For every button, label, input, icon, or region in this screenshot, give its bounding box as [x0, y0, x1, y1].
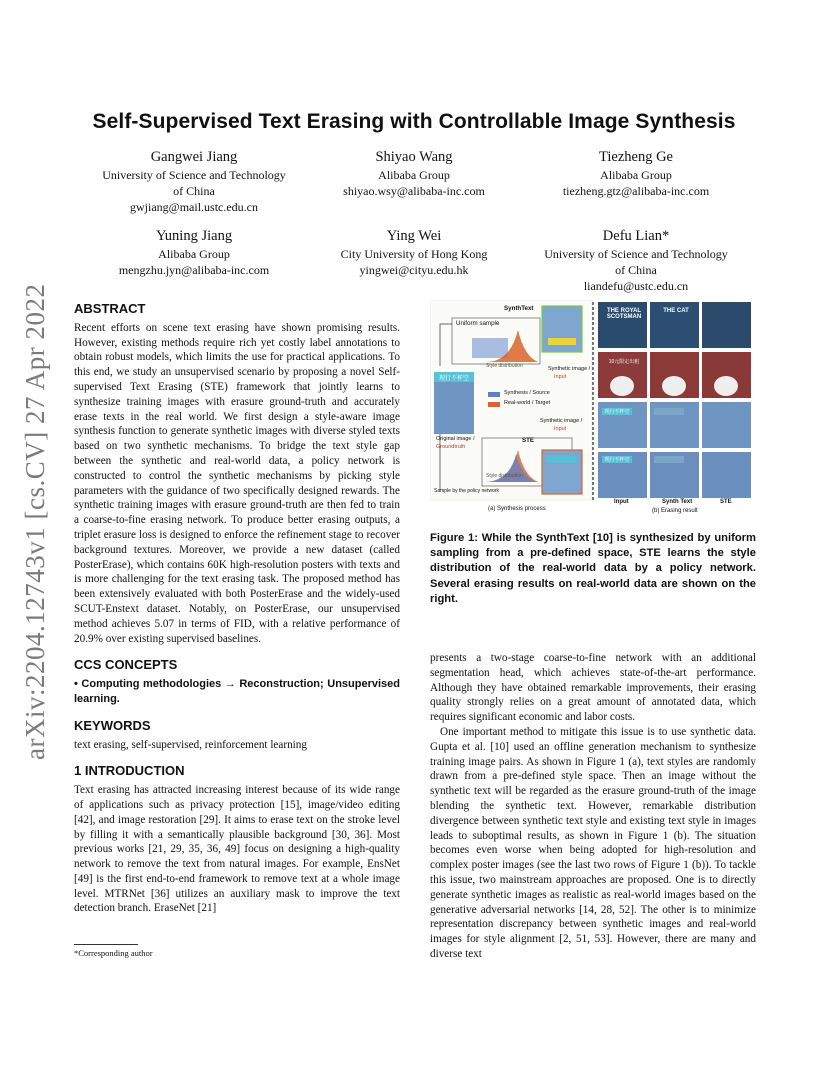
- intro-heading: 1 INTRODUCTION: [74, 763, 185, 779]
- synthetic-shirt-image: [542, 306, 582, 352]
- fig-col-ste: STE: [720, 499, 732, 505]
- robot-figure: [714, 376, 738, 396]
- robot-figure: [662, 376, 686, 396]
- abstract-heading: ABSTRACT: [74, 301, 146, 316]
- author-block: [304, 227, 524, 278]
- author-name: Tiezheng Ge: [599, 149, 673, 165]
- result-ste-3: [702, 402, 751, 448]
- fig-label-input-2: Input: [554, 426, 567, 432]
- shirt-text: 现行不杯空: [604, 409, 630, 415]
- fig-label-uniform-sample: Uniform sample: [456, 320, 500, 327]
- result-ste-4: [702, 452, 751, 498]
- shirt-text: 现行不杯空: [604, 457, 630, 463]
- fig-legend-target: Real-world / Target: [504, 400, 551, 406]
- fig-label-original-image: Original image /: [436, 436, 475, 442]
- paper-title: Self-Supervised Text Erasing with Controllable Image Synthesis: [92, 110, 736, 133]
- fig-col-synthtext: Synth Text: [662, 499, 693, 505]
- author-block: [84, 227, 304, 278]
- poster-text: THE CAT: [663, 308, 689, 314]
- left-column: [74, 302, 400, 916]
- author-block: [84, 148, 304, 215]
- author-affiliation: of China: [173, 184, 215, 198]
- arxiv-side-stamp: arXiv:2204.12743v1 [cs.CV] 27 Apr 2022: [20, 283, 50, 760]
- fig-col-input: Input: [614, 499, 629, 505]
- author-affiliation: City University of Hong Kong: [340, 247, 488, 261]
- result-ste-1: [702, 302, 751, 348]
- right-column: [430, 651, 756, 962]
- figure-caption: Figure 1: While the SynthText [10] is synthesized by uniform sampling from a pre-defined space, STE learns the style distribution of the real-world data by a policy network. Several erasing results on real-world data are shown on the right.: [430, 532, 756, 605]
- poster-text-band: [654, 408, 684, 415]
- intro-paragraph: Text erasing has attracted increasing interest because of its wide range of applications such as privacy protection [15], image/video editing [42], and image restoration [29]. It aims to erase text on the stroke level by filling it with a semantically plausible background [30, 36]. Most previous works [21, 29, 35, 36, 49] focus on designing a high-quality network to remove the text from natural images. For example, EnsNet [49] is the first end-to-end framework to remove text at a whole image level. MTRNet [36] utilizes an auxiliary mask to improve the text detection branch. EraseNet [21]: [74, 784, 400, 915]
- author-name: Ying Wei: [386, 228, 442, 244]
- fig-sub-a: (a) Synthesis process: [488, 506, 546, 512]
- ccs-heading: CCS CONCEPTS: [74, 657, 178, 673]
- figure-1-graphic: [430, 300, 756, 518]
- author-affiliation: Alibaba Group: [600, 168, 672, 182]
- fig-sub-b: (b) Erasing result: [652, 508, 698, 514]
- robot-figure: [610, 376, 634, 396]
- author-affiliation: University of Science and Technology: [544, 247, 728, 261]
- fig-label-synthetic-image: Synthetic image /: [548, 366, 591, 372]
- author-name: Defu Lian*: [602, 228, 670, 244]
- author-email: liandefu@ustc.edu.cn: [583, 279, 689, 293]
- fig-label-groundtruth: Groundtruth: [436, 444, 466, 450]
- ste-text-overlay: [547, 456, 577, 463]
- shirt-text: 现行不杯空: [438, 376, 469, 382]
- fig-label-style-distribution: Style distribution: [486, 363, 523, 369]
- author-name: Yuning Jiang: [155, 228, 233, 244]
- author-email: shiyao.wsy@alibaba-inc.com: [343, 184, 485, 198]
- footnote-rule: [74, 944, 138, 945]
- author-affiliation: Alibaba Group: [378, 168, 450, 182]
- fig-label-synthtext: SynthText: [504, 305, 534, 312]
- uniform-distribution-icon: [472, 338, 508, 358]
- ccs-text: • Computing methodologies → Reconstruction; Unsupervised learning.: [74, 678, 400, 705]
- author-email: mengzhu.jyn@alibaba-inc.com: [118, 263, 270, 277]
- author-block: [526, 148, 746, 199]
- footnote: *Corresponding author: [74, 948, 153, 958]
- figure-1: [430, 300, 756, 518]
- erasing-result-grid: [598, 302, 751, 498]
- fig-label-style-distribution-2: Style distribution: [486, 473, 523, 479]
- author-block: [526, 227, 746, 294]
- author-affiliation: of China: [615, 263, 657, 277]
- poster-text-band: [654, 456, 684, 463]
- author-name: Gangwei Jiang: [150, 149, 238, 165]
- fig-label-input: Input: [554, 374, 567, 380]
- synthetic-text-overlay: [548, 338, 576, 345]
- legend-source-swatch: [488, 392, 500, 397]
- author-email: yingwei@cityu.edu.hk: [359, 263, 469, 277]
- fig-legend-source: Synthesis / Source: [504, 390, 550, 396]
- keywords-heading: KEYWORDS: [74, 717, 151, 733]
- right-paragraph-2: One important method to mitigate this issue is to use synthetic data. Gupta et al. [10] used an offline generation mechanism to synthesize training image pairs. As shown in Figure 1 (a), text styles are randomly drawn from a pre-defined style space. Then an image without the synthetic text will be regarded as the erasure ground-truth of the image blending the synthetic text. However, remarkable distribution divergence between synthetic text style and existing text style in images leads to suboptimal results, as shown in Figure 1 (b). The situation becomes even worse when being adopted for high-resolution and complex poster images (see the last two rows of Figure 1 (b)). To tackle this issue, two mainstream approaches are proposed. One is to directly generate synthetic images as realistic as real-world images based on the generative adversarial networks [14, 28, 52]. The other is to minimize representation discrepancy between synthetic images and real-world images for style alignment [2, 51, 53]. However, there are many and diverse text: [430, 725, 756, 960]
- author-email: tiezheng.gtz@alibaba-inc.com: [562, 184, 710, 198]
- abstract-text: Recent efforts on scene text erasing have shown promising results. However, existing methods require rich yet costly label annotations to obtain robust models, which limits the use for practical applications. To this end, we study an unsupervised scenario by proposing a novel Self-supervised Text Erasing (STE) framework that jointly learns to synthesize training images with erasure ground-truth and accurately erase texts in the real world. We first design a style-aware image synthesis function to generate synthetic images with diverse styled texts based on two synthetic mechanisms. To bridge the text style gap between the synthetic and real-world data, a policy network is constructed to control the synthetic mechanisms by picking style parameters with the guidance of two specifically designed rewards. The synthetic training images with erasure ground-truth are then fed to train a coarse-to-fine erasing network. To produce better erasing outputs, a triplet erasure loss is designed to enforce the refinement stage to recover background textures. Moreover, we provide a new dataset (called PosterErase), which contains 60K high-resolution posters with texts and is more challenging for the text erasing task. The proposed method has been extensively evaluated with both PosterErase and the widely-used SCUT-Enstext dataset. Notably, on PosterErase, our unsupervised method achieves 5.07 in terms of FID, with a relative performance of 20.9% over existing supervised baselines.: [74, 321, 400, 645]
- right-paragraph-1: presents a two-stage coarse-to-fine network with an additional segmentation head, which achieves state-of-the-art performance. Although they have obtained remarkable improvements, their erasing quality strongly relies on a great amount of annotated data, which requires significant economic and labor costs.: [430, 652, 756, 724]
- author-email: gwjiang@mail.ustc.edu.cn: [129, 200, 259, 214]
- author-affiliation: Alibaba Group: [158, 247, 230, 261]
- poster-text: THE ROYAL SCOTSMAN: [606, 308, 642, 320]
- poster-text: 10元限定出租: [608, 359, 640, 365]
- fig-label-synthetic-image-2: Synthetic image /: [540, 418, 583, 424]
- author-affiliation: University of Science and Technology: [102, 168, 286, 182]
- fig-label-sample-policy: Sample by the policy network: [434, 488, 500, 494]
- legend-target-swatch: [488, 402, 500, 407]
- author-name: Shiyao Wang: [375, 149, 453, 165]
- keywords-text: text erasing, self-supervised, reinforcement learning: [74, 738, 307, 751]
- fig-label-ste: STE: [522, 437, 535, 444]
- author-block: [304, 148, 524, 199]
